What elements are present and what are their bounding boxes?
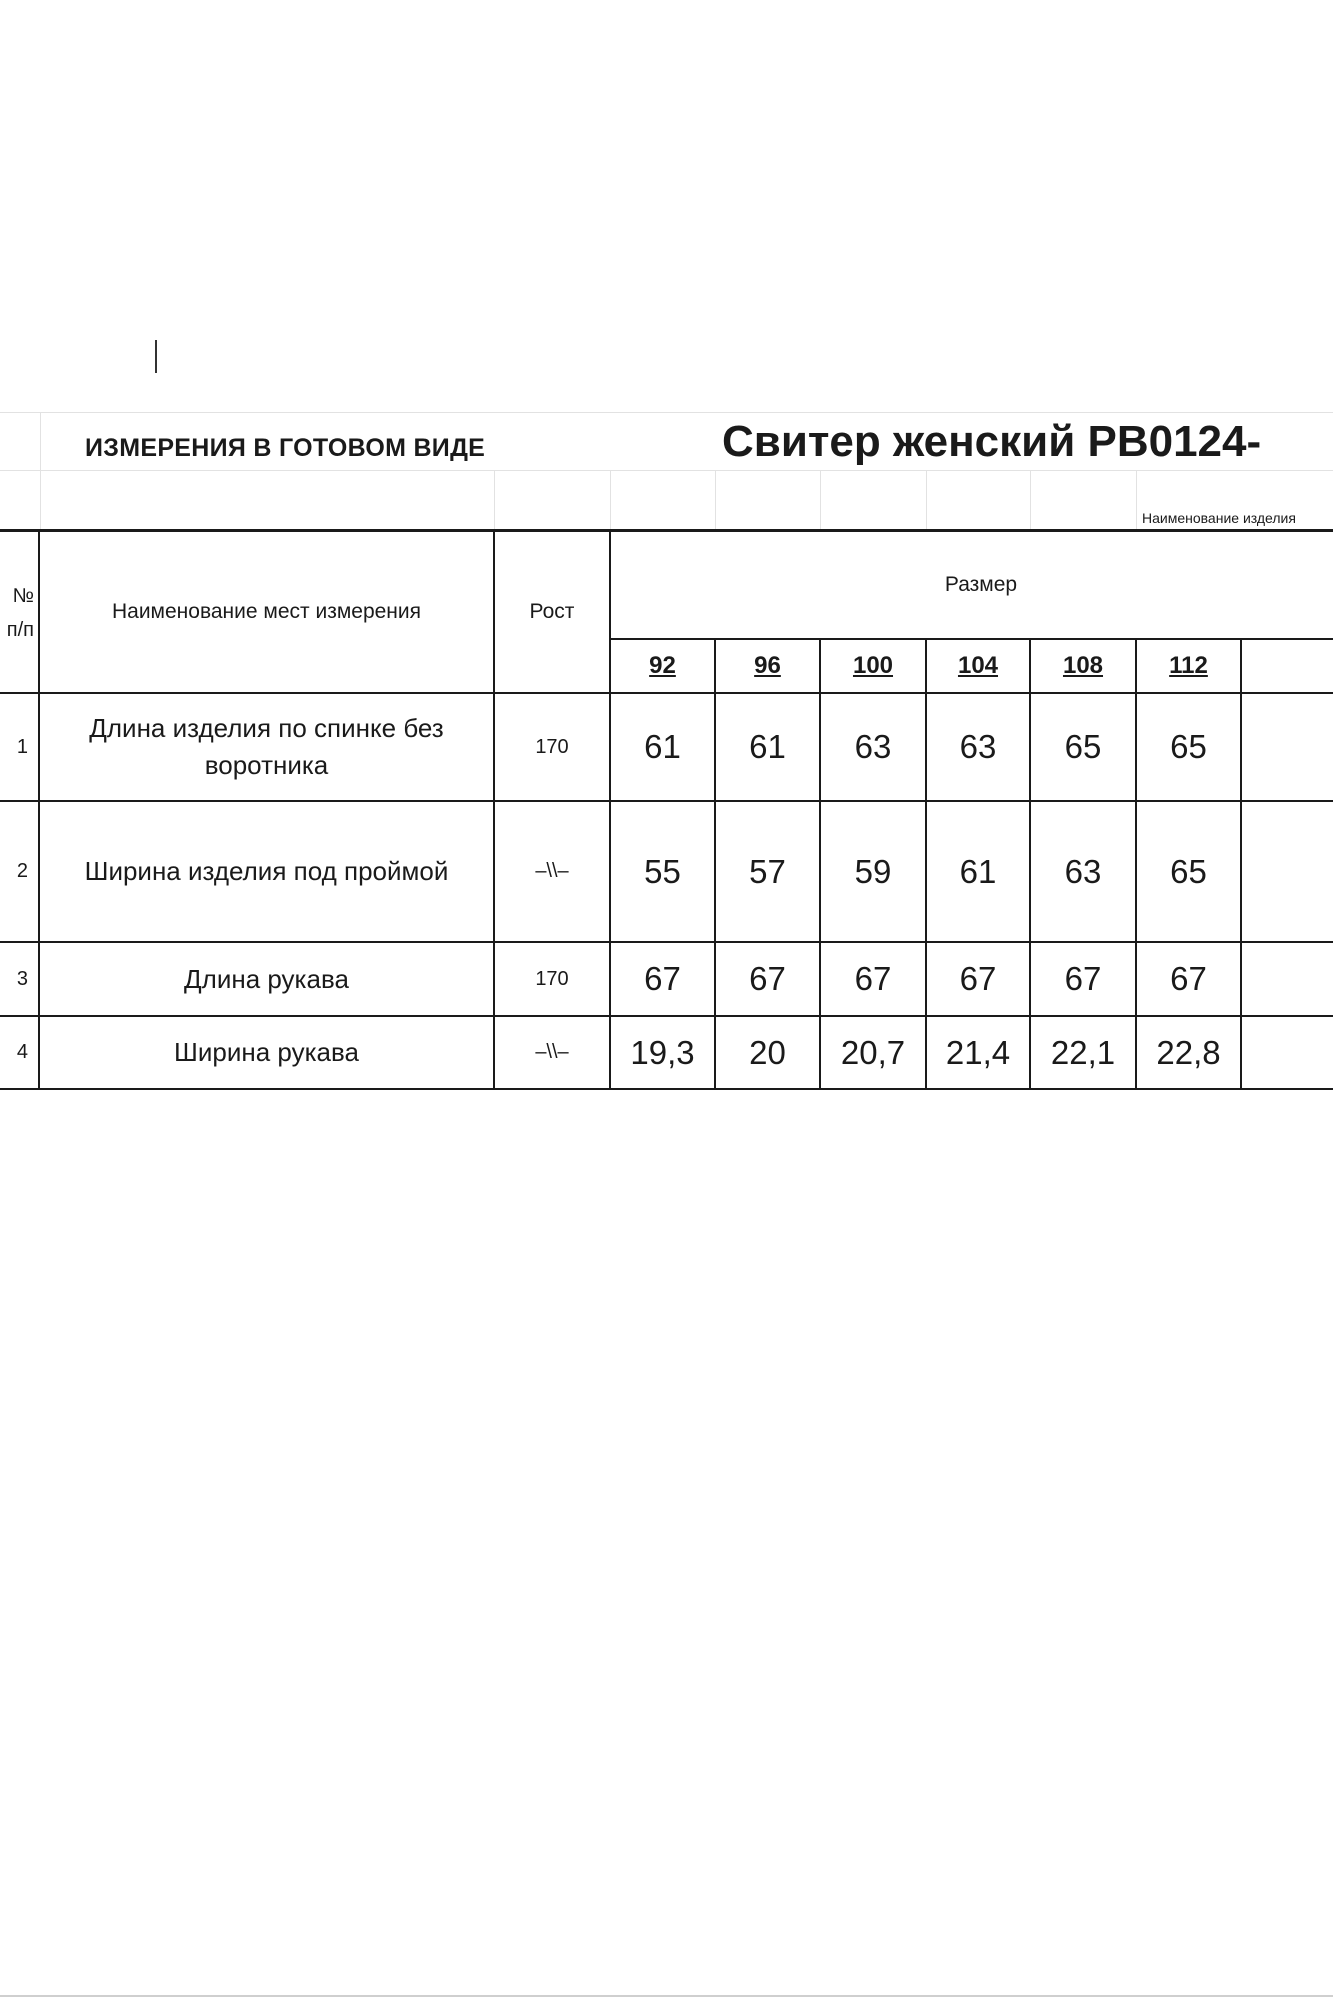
table-border [1240,639,1242,1090]
row-height: –\\– [535,860,569,882]
row-height: –\\– [535,1041,569,1063]
size-header: 112 [1169,652,1208,679]
grid-line [926,470,927,530]
table-cell: 67 [1064,960,1102,997]
row-measure-name: Ширина рукава [174,1037,359,1067]
row-number: 3 [16,967,28,990]
table-cell: 61 [644,728,681,765]
header-size: Размер [944,573,1018,596]
table-cell: 67 [644,960,681,997]
grid-line [610,470,611,530]
text-cursor [155,340,157,373]
table-cell: 19,3 [630,1033,695,1071]
table-cell: 59 [854,852,892,890]
table-cell: 65 [1064,728,1102,765]
table-border [0,1088,1333,1090]
page-bottom-border [0,1995,1333,1997]
grid-line [40,412,41,530]
table-cell: 57 [749,852,786,890]
table-cell: 20,7 [840,1033,906,1071]
row-number: 2 [16,860,28,882]
row-measure-name: Длина рукава [184,963,349,994]
table-cell: 65 [1170,728,1207,765]
grid-line [1136,470,1137,530]
table-cell: 67 [959,960,997,997]
table-cell: 63 [1064,852,1102,890]
size-header: 92 [649,652,676,679]
size-header: 96 [754,652,781,679]
row-height: 170 [535,735,569,758]
table-cell: 63 [959,728,997,765]
table-cell: 67 [1170,960,1207,997]
row-height: 170 [535,967,569,990]
grid-line [494,470,495,530]
table-cell: 22,1 [1050,1033,1116,1071]
grid-line [1030,470,1031,530]
header-row-number: № п/п [6,585,34,641]
row-number: 1 [16,735,28,758]
table-cell: 55 [644,852,681,890]
product-title: Свитер женский РВ0124- [722,417,1262,466]
size-header: 108 [1062,652,1104,679]
table-cell: 20 [749,1033,786,1071]
table-cell: 65 [1170,852,1207,890]
table-cell: 67 [749,960,786,997]
grid-line [820,470,821,530]
grid-line [715,470,716,530]
table-cell: 61 [749,728,786,765]
row-measure-name: Ширина изделия под проймой [84,856,449,886]
table-cell: 61 [959,852,997,890]
table-cell: 21,4 [945,1033,1011,1071]
row-number: 4 [16,1041,28,1063]
table-cell: 67 [854,960,892,997]
size-header: 100 [852,652,894,679]
row-measure-name: Длина изделия по спинке без воротника [89,713,444,780]
size-header: 104 [957,652,999,679]
header-measure-place: Наименование мест измерения [111,600,421,623]
table-cell: 22,8 [1156,1033,1221,1071]
measurements-caption: ИЗМЕРЕНИЯ В ГОТОВОМ ВИДЕ [85,433,486,462]
table-cell: 63 [854,728,892,765]
header-height: Рост [529,600,575,623]
product-name-label: Наименование изделия [1142,510,1296,526]
